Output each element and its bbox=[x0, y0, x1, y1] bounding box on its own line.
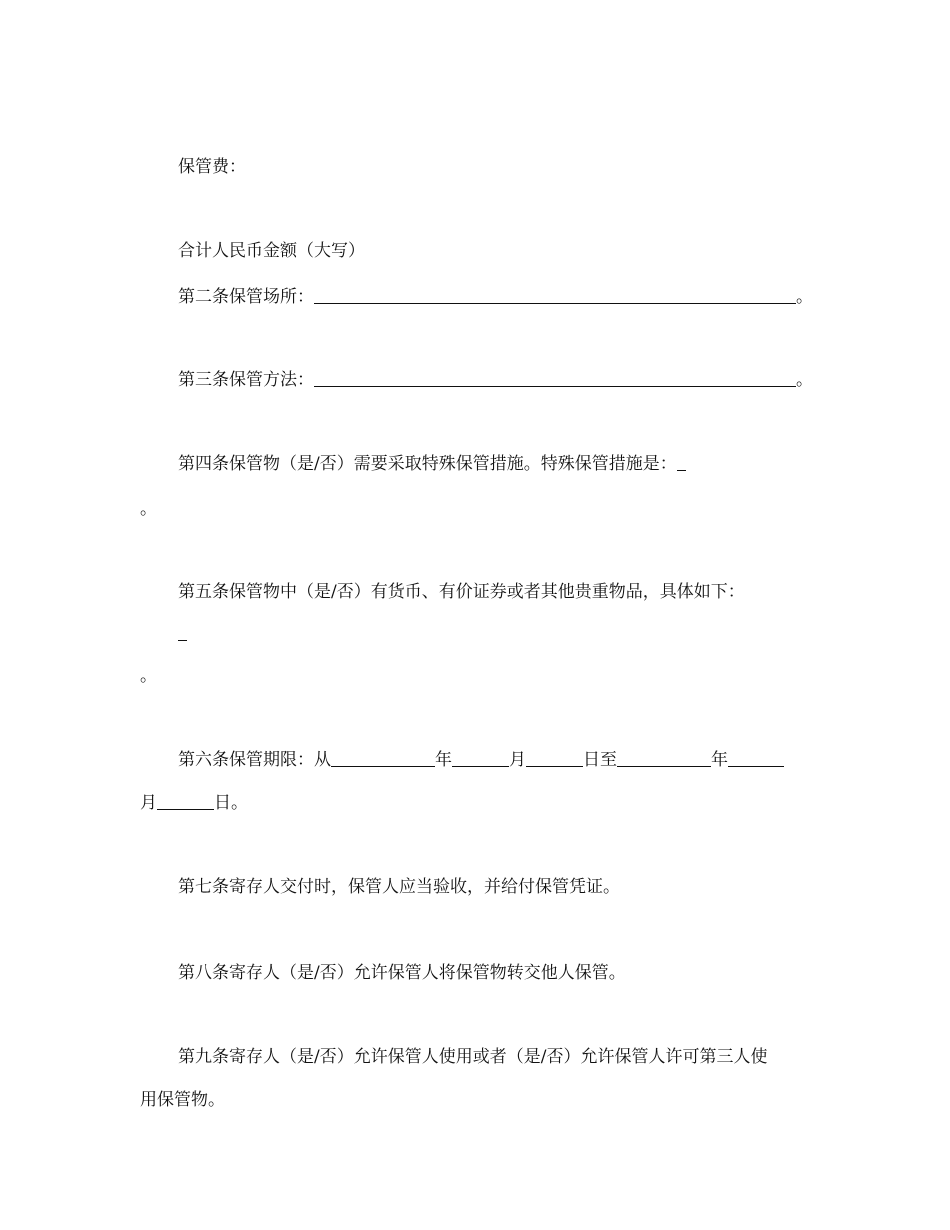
end-day-blank[interactable] bbox=[157, 792, 214, 810]
article-9-line-1 bbox=[178, 1046, 767, 1068]
article-4-line bbox=[178, 453, 686, 475]
special-measures-blank[interactable] bbox=[677, 453, 686, 471]
article-5-period: 。 bbox=[140, 666, 157, 686]
article-2-period: 。 bbox=[796, 287, 813, 307]
start-month-blank[interactable] bbox=[452, 749, 509, 767]
start-day-blank[interactable] bbox=[526, 749, 583, 767]
start-year-blank[interactable] bbox=[331, 749, 435, 767]
article-3-label: 第三条保管方法： bbox=[178, 370, 314, 390]
start-day-to-label: 日至 bbox=[583, 750, 617, 770]
article-5-text: 第五条保管物中（是/否）有货币、有价证券或者其他贵重物品，具体如下： bbox=[178, 582, 745, 602]
end-month-label: 月 bbox=[140, 793, 157, 813]
article-6-label: 第六条保管期限：从 bbox=[178, 750, 331, 770]
article-3-period: 。 bbox=[796, 370, 813, 390]
article-2-label: 第二条保管场所： bbox=[178, 287, 314, 307]
article-6-continuation-line bbox=[140, 792, 248, 814]
storage-place-blank[interactable] bbox=[314, 286, 796, 304]
total-amount-label: 合计人民币金额（大写） bbox=[178, 241, 365, 261]
article-9-line-2 bbox=[140, 1089, 225, 1111]
end-year-blank[interactable] bbox=[617, 749, 711, 767]
article-7-text: 第七条寄存人交付时，保管人应当验收，并给付保管凭证。 bbox=[178, 877, 620, 897]
storage-method-blank[interactable] bbox=[314, 369, 796, 387]
article-6-line bbox=[178, 749, 784, 771]
article-5-line bbox=[178, 581, 745, 603]
article-4-period: 。 bbox=[140, 499, 157, 519]
article-4-end-line bbox=[140, 498, 157, 520]
start-month-label: 月 bbox=[509, 750, 526, 770]
article-2-line bbox=[178, 286, 813, 308]
total-amount-line bbox=[178, 240, 365, 262]
article-9-text-2: 用保管物。 bbox=[140, 1090, 225, 1110]
article-3-line bbox=[178, 369, 813, 391]
storage-fee-line bbox=[178, 156, 246, 178]
article-8-text: 第八条寄存人（是/否）允许保管人将保管物转交他人保管。 bbox=[178, 963, 626, 983]
end-day-label: 日。 bbox=[214, 793, 248, 813]
end-year-label: 年 bbox=[711, 750, 728, 770]
article-5-end-line bbox=[140, 665, 157, 687]
article-9-text-1: 第九条寄存人（是/否）允许保管人使用或者（是/否）允许保管人许可第三人使 bbox=[178, 1047, 768, 1067]
start-year-label: 年 bbox=[435, 750, 452, 770]
article-4-text: 第四条保管物（是/否）需要采取特殊保管措施。特殊保管措施是： bbox=[178, 454, 677, 474]
storage-fee-label: 保管费： bbox=[178, 157, 246, 177]
valuables-detail-blank[interactable] bbox=[178, 623, 187, 641]
end-month-blank-a[interactable] bbox=[728, 749, 784, 767]
article-7-line bbox=[178, 876, 620, 898]
article-8-line bbox=[178, 962, 626, 984]
article-5-blank-line bbox=[178, 623, 187, 645]
